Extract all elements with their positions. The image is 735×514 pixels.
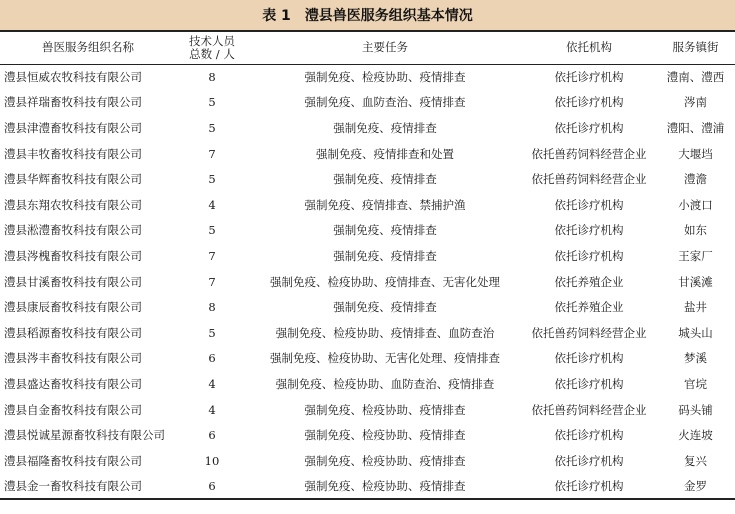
cell-base: 依托养殖企业 xyxy=(554,300,624,315)
cell-tasks: 强制免疫、疫情排查和处置 xyxy=(316,146,454,161)
cell-town: 盐井 xyxy=(684,300,707,315)
cell-base: 依托兽药饲料经营企业 xyxy=(531,146,647,161)
cell-staff: 5 xyxy=(208,325,216,340)
cell-town: 城头山 xyxy=(678,325,713,340)
header-town: 服务镇街 xyxy=(656,32,735,64)
header-staff xyxy=(176,32,248,64)
cell-tasks: 强制免疫、检疫协助、疫情排查 xyxy=(304,402,466,417)
cell-staff: 5 xyxy=(208,120,216,135)
cell-name: 澧县涔丰畜牧科技有限公司 xyxy=(4,351,142,366)
cell-town: 火连坡 xyxy=(678,428,713,443)
cell-base: 依托养殖企业 xyxy=(554,274,624,289)
cell-base: 依托诊疗机构 xyxy=(554,223,624,238)
cell-staff: 7 xyxy=(208,274,216,289)
cell-tasks: 强制免疫、疫情排查 xyxy=(333,223,437,238)
cell-staff: 6 xyxy=(208,351,216,366)
header-base: 依托机构 xyxy=(522,32,656,64)
table-row xyxy=(0,269,735,295)
table-row xyxy=(0,218,735,244)
cell-staff: 8 xyxy=(208,300,216,315)
cell-staff: 7 xyxy=(208,248,216,263)
cell-town: 王家厂 xyxy=(678,248,713,263)
cell-tasks: 强制免疫、检疫协助、疫情排查 xyxy=(304,70,466,85)
table-row xyxy=(0,90,735,116)
cell-name: 澧县东翔农牧科技有限公司 xyxy=(4,197,142,212)
table-row xyxy=(0,320,735,346)
cell-base: 依托诊疗机构 xyxy=(554,70,624,85)
cell-staff: 7 xyxy=(208,146,216,161)
cell-town: 澧澹 xyxy=(684,172,707,187)
data-table xyxy=(0,32,735,500)
cell-tasks: 强制免疫、血防查治、疫情排查 xyxy=(304,95,466,110)
table-row xyxy=(0,397,735,423)
header-staff-line1: 技术人员 xyxy=(189,33,235,48)
cell-tasks: 强制免疫、检疫协助、疫情排查、血防查治 xyxy=(275,325,495,340)
table-number: 表 1 xyxy=(262,8,291,24)
cell-name: 澧县祥瑞畜牧科技有限公司 xyxy=(4,95,142,110)
cell-name: 澧县甘溪畜牧科技有限公司 xyxy=(4,274,142,289)
cell-name: 澧县盛达畜牧科技有限公司 xyxy=(4,376,142,391)
cell-town: 码头铺 xyxy=(678,402,713,417)
cell-staff: 5 xyxy=(208,172,216,187)
cell-staff: 6 xyxy=(176,474,248,500)
cell-town: 大堰垱 xyxy=(678,146,713,161)
cell-town: 梦溪 xyxy=(684,351,707,366)
table-title: 澧县兽医服务组织基本情况 xyxy=(304,8,473,24)
cell-tasks: 强制免疫、检疫协助、无害化处理、疫情排查 xyxy=(270,351,500,366)
cell-staff: 5 xyxy=(208,95,216,110)
cell-base: 依托诊疗机构 xyxy=(554,120,624,135)
cell-tasks: 强制免疫、疫情排查 xyxy=(333,172,437,187)
table-row xyxy=(0,371,735,397)
cell-town: 官垸 xyxy=(684,376,707,391)
table-body xyxy=(0,64,735,499)
cell-staff: 4 xyxy=(208,197,216,212)
cell-name: 澧县涔槐畜牧科技有限公司 xyxy=(4,248,142,263)
cell-town: 小渡口 xyxy=(678,197,713,212)
cell-name: 澧县福隆畜牧科技有限公司 xyxy=(4,453,142,468)
cell-tasks: 强制免疫、疫情排查 xyxy=(333,248,437,263)
cell-tasks: 强制免疫、疫情排查、禁捕护渔 xyxy=(304,197,466,212)
cell-base: 依托兽药饲料经营企业 xyxy=(531,325,647,340)
table-caption xyxy=(0,0,735,32)
cell-staff: 4 xyxy=(208,376,216,391)
cell-base: 依托诊疗机构 xyxy=(554,197,624,212)
cell-base: 依托兽药饲料经营企业 xyxy=(531,402,647,417)
cell-name: 澧县金一畜牧科技有限公司 xyxy=(0,474,176,500)
table-row xyxy=(0,166,735,192)
cell-base: 依托诊疗机构 xyxy=(554,376,624,391)
table-row xyxy=(0,294,735,320)
table-row xyxy=(0,64,735,90)
header-staff-line2: 总数 / 人 xyxy=(189,46,235,61)
cell-name: 澧县淞澧畜牧科技有限公司 xyxy=(4,223,142,238)
cell-name: 澧县华辉畜牧科技有限公司 xyxy=(4,172,142,187)
cell-tasks: 强制免疫、检疫协助、疫情排查 xyxy=(304,428,466,443)
cell-name: 澧县康辰畜牧科技有限公司 xyxy=(4,300,142,315)
cell-town: 涔南 xyxy=(684,95,707,110)
cell-tasks: 强制免疫、检疫协助、疫情排查 xyxy=(248,474,522,500)
cell-town: 甘溪滩 xyxy=(678,274,713,289)
cell-base: 依托诊疗机构 xyxy=(554,453,624,468)
table-row xyxy=(0,422,735,448)
table-row xyxy=(0,243,735,269)
cell-name: 澧县稻源畜牧科技有限公司 xyxy=(4,325,142,340)
cell-tasks: 强制免疫、检疫协助、血防查治、疫情排查 xyxy=(275,376,495,391)
cell-tasks: 强制免疫、疫情排查 xyxy=(333,300,437,315)
cell-base: 依托诊疗机构 xyxy=(554,428,624,443)
cell-base: 依托诊疗机构 xyxy=(522,474,656,500)
cell-name: 澧县自金畜牧科技有限公司 xyxy=(4,402,142,417)
cell-tasks: 强制免疫、检疫协助、疫情排查 xyxy=(304,453,466,468)
header-name: 兽医服务组织名称 xyxy=(0,32,176,64)
cell-staff: 5 xyxy=(208,223,216,238)
cell-town: 复兴 xyxy=(684,453,707,468)
table-row xyxy=(0,474,735,500)
cell-town: 澧南、澧西 xyxy=(666,70,725,85)
table-row xyxy=(0,115,735,141)
cell-name: 澧县津澧畜牧科技有限公司 xyxy=(4,120,142,135)
header-tasks: 主要任务 xyxy=(248,32,522,64)
cell-staff: 6 xyxy=(208,428,216,443)
table-row xyxy=(0,346,735,372)
cell-base: 依托兽药饲料经营企业 xyxy=(531,172,647,187)
cell-staff: 8 xyxy=(208,70,216,85)
cell-staff: 10 xyxy=(204,453,220,468)
cell-base: 依托诊疗机构 xyxy=(554,351,624,366)
cell-town: 澧阳、澧浦 xyxy=(666,120,725,135)
cell-name: 澧县悦诚星源畜牧科技有限公司 xyxy=(4,428,165,443)
cell-base: 依托诊疗机构 xyxy=(554,95,624,110)
table-row xyxy=(0,192,735,218)
cell-name: 澧县恒威农牧科技有限公司 xyxy=(4,70,142,85)
cell-tasks: 强制免疫、检疫协助、疫情排查、无害化处理 xyxy=(270,274,500,289)
cell-staff: 4 xyxy=(208,402,216,417)
cell-tasks: 强制免疫、疫情排查 xyxy=(333,120,437,135)
cell-town: 如东 xyxy=(684,223,707,238)
cell-name: 澧县丰牧畜牧科技有限公司 xyxy=(4,146,142,161)
table-header xyxy=(0,32,735,64)
cell-town: 金罗 xyxy=(656,474,735,500)
table-row xyxy=(0,141,735,167)
table-row xyxy=(0,448,735,474)
cell-base: 依托诊疗机构 xyxy=(554,248,624,263)
